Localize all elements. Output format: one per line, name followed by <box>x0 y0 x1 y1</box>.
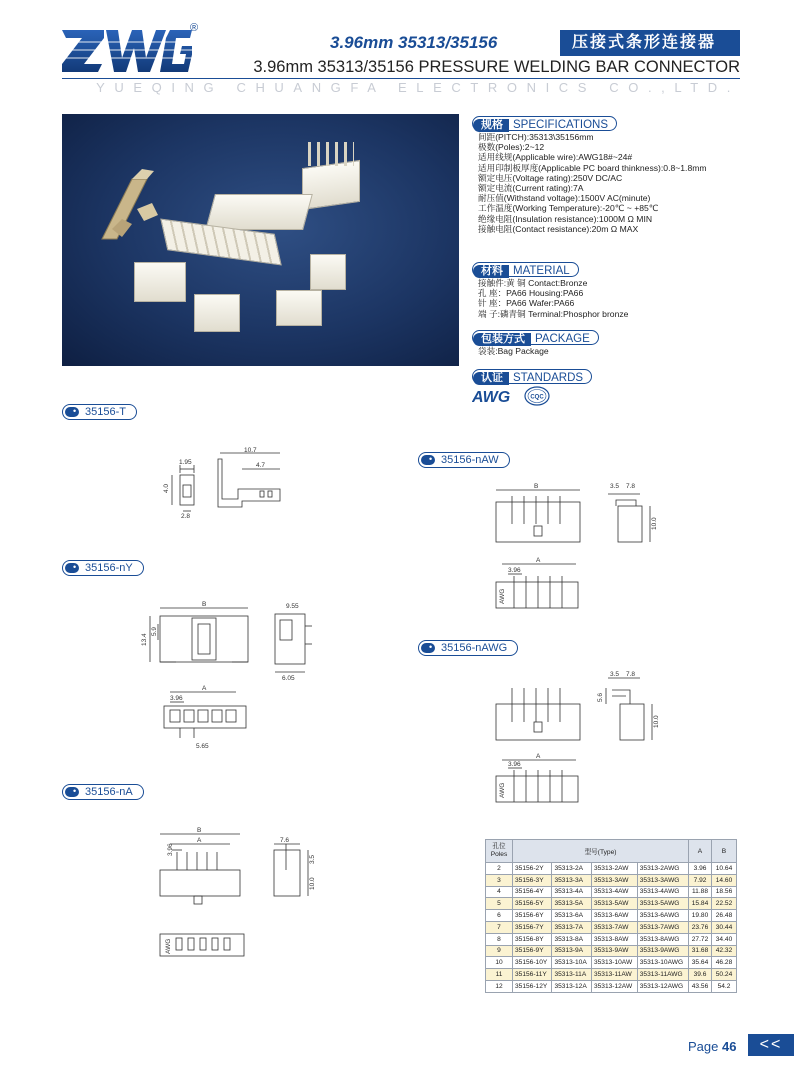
dim-ny-b: B <box>202 601 207 608</box>
table-row <box>486 863 737 875</box>
cell-y: 35156-2Y <box>513 863 552 875</box>
cell-awg-type: 35313-7AWG <box>637 921 688 933</box>
cell-a: 31.68 <box>689 945 712 957</box>
cell-y: 35156-10Y <box>513 957 552 969</box>
model-label-35156-na: 35156-nA • <box>62 784 144 800</box>
table-row <box>486 933 737 945</box>
dim-na-7-6: 7.6 <box>280 837 290 844</box>
cell-awg-type: 35313-12AWG <box>637 980 688 992</box>
awg-logo <box>62 24 192 76</box>
specifications-list <box>478 132 707 234</box>
standards-label-en: STANDARDS <box>513 372 584 384</box>
dim-nawg-7-8: 7.8 <box>626 671 636 678</box>
cell-b: 14.60 <box>712 874 737 886</box>
model-label-35156-t: 35156-T • <box>62 404 137 420</box>
cell-aw-type: 35313-11AW <box>591 969 637 981</box>
spec-line: 间距(PITCH):35313\35156mm <box>478 132 594 142</box>
cell-awg-type: 35313-11AWG <box>637 969 688 981</box>
dim-ny-5-65: 5.65 <box>196 743 209 750</box>
dim-nawg-3-5: 3.5 <box>610 671 620 678</box>
cell-poles: 11 <box>486 969 513 981</box>
dim-naw-7-8: 7.8 <box>626 483 636 490</box>
cell-a: 39.6 <box>689 969 712 981</box>
cell-y: 35156-12Y <box>513 980 552 992</box>
cell-a-type: 35313-10A <box>552 957 591 969</box>
small-housing-right-image <box>310 254 346 290</box>
drawing-35156-t <box>160 445 300 520</box>
material-line: 孔 座：PA66 Housing:PA66 <box>478 288 584 299</box>
material-line: 端 子:磷青铜 Terminal:Phosphor bronze <box>478 308 629 319</box>
table-row <box>486 874 737 886</box>
cell-poles: 7 <box>486 921 513 933</box>
specifications-label-en: SPECIFICATIONS <box>513 119 608 131</box>
cell-b: 54.2 <box>712 980 737 992</box>
material-line: 针 座：PA66 Wafer:PA66 <box>478 298 575 309</box>
cell-aw-type: 35313-10AW <box>591 957 637 969</box>
cell-a-type: 35313-11A <box>552 969 591 981</box>
dim-na-a: A <box>197 837 202 844</box>
cell-a: 3.96 <box>689 863 712 875</box>
dim-ny-3-96: 3.96 <box>170 695 183 702</box>
cell-a-type: 35313-2A <box>552 863 591 875</box>
header-divider <box>62 78 740 79</box>
small-header-center-image <box>194 294 240 332</box>
model-label-35156-nawg: 35156-nAWG • <box>418 640 518 656</box>
cell-a: 19.80 <box>689 910 712 922</box>
cell-awg-type: 35313-3AWG <box>637 874 688 886</box>
dim-naw-a: A <box>536 557 541 564</box>
dim-t-2-8: 2.8 <box>181 513 191 520</box>
small-header-right-image <box>276 290 322 326</box>
table-row <box>486 969 737 981</box>
cell-a-type: 35313-7A <box>552 921 591 933</box>
small-housing-left-image <box>134 262 186 302</box>
cell-poles: 10 <box>486 957 513 969</box>
spec-line: 绝缘电阻(Insulation resistance):1000M Ω MIN <box>478 213 653 224</box>
dimension-table <box>485 839 737 993</box>
cell-b: 30.44 <box>712 921 737 933</box>
table-row <box>486 980 737 992</box>
cell-poles: 5 <box>486 898 513 910</box>
cell-aw-type: 35313-5AW <box>591 898 637 910</box>
material-label <box>472 262 579 277</box>
drawing-35156-ny <box>130 596 330 756</box>
cell-y: 35156-4Y <box>513 886 552 898</box>
material-list <box>478 278 628 319</box>
cell-aw-type: 35313-12AW <box>591 980 637 992</box>
page-number <box>688 1039 736 1054</box>
dim-naw-3-96: 3.96 <box>508 567 521 574</box>
cell-aw-type: 35313-3AW <box>591 874 637 886</box>
cell-y: 35156-9Y <box>513 945 552 957</box>
spec-line: 适用印制板厚度(Applicable PC board thinkness):0.8~1.8mm <box>478 162 707 173</box>
cell-y: 35156-3Y <box>513 874 552 886</box>
terminal-strip-image <box>92 159 172 249</box>
dim-naw-3-5: 3.5 <box>610 483 620 490</box>
dim-ny-a: A <box>202 685 207 692</box>
standards-label-cn: 认证 <box>473 372 509 385</box>
cqc-text: CQC <box>530 394 544 401</box>
package-label <box>472 330 599 345</box>
spec-line: 额定电流(Current rating):7A <box>478 183 584 194</box>
cell-a-type: 35313-12A <box>552 980 591 992</box>
cell-poles: 4 <box>486 886 513 898</box>
cell-b: 46.28 <box>712 957 737 969</box>
drawing-35156-nawg <box>480 668 680 808</box>
dim-na-3-5: 3.5 <box>309 854 316 864</box>
awg-mark-nawg: AWG <box>499 782 506 798</box>
specifications-label-cn: 规格 <box>473 119 509 132</box>
package-label-en: PACKAGE <box>535 333 590 345</box>
dim-ny-13-4: 13.4 <box>141 633 148 646</box>
cell-y: 35156-11Y <box>513 969 552 981</box>
spec-line: 极数(Poles):2~12 <box>478 142 545 153</box>
cell-a-type: 35313-8A <box>552 933 591 945</box>
cell-aw-type: 35313-4AW <box>591 886 637 898</box>
cell-awg-type: 35313-8AWG <box>637 933 688 945</box>
dim-na-3-96: 3.96 <box>167 843 174 856</box>
cell-aw-type: 35313-7AW <box>591 921 637 933</box>
cell-a: 27.72 <box>689 933 712 945</box>
header-poles: 孔位 Poles <box>486 840 513 863</box>
cell-a-type: 35313-3A <box>552 874 591 886</box>
cell-awg-type: 35313-6AWG <box>637 910 688 922</box>
cell-aw-type: 35313-8AW <box>591 933 637 945</box>
table-row <box>486 921 737 933</box>
cell-y: 35156-7Y <box>513 921 552 933</box>
model-label-35156-naw: 35156-nAW • <box>418 452 510 468</box>
package-line: 袋装:Bag Package <box>478 346 549 356</box>
cell-b: 34.40 <box>712 933 737 945</box>
cell-a: 23.76 <box>689 921 712 933</box>
drawing-35156-na <box>150 822 330 972</box>
cell-a: 35.64 <box>689 957 712 969</box>
cell-b: 42.32 <box>712 945 737 957</box>
cell-a-type: 35313-5A <box>552 898 591 910</box>
company-watermark: YUEQING CHUANGFA ELECTRONICS CO.,LTD. <box>96 80 740 95</box>
english-title: 3.96mm 35313/35156 PRESSURE WELDING BAR CONNECTOR <box>253 58 740 76</box>
table-row <box>486 945 737 957</box>
dim-nawg-a: A <box>536 753 541 760</box>
previous-page-button[interactable]: << <box>748 1034 794 1056</box>
cell-b: 10.64 <box>712 863 737 875</box>
spec-line: 接触电阻(Contact resistance):20m Ω MAX <box>478 223 639 234</box>
awg-cert-logo <box>472 387 518 405</box>
drawing-35156-naw <box>480 476 680 616</box>
specifications-label <box>472 116 617 131</box>
spec-line: 耐压值(Withstand voltage):1500V AC(minute) <box>478 193 651 204</box>
chinese-title: 压接式条形连接器 <box>560 30 740 56</box>
spec-line: 工作温度(Working Temperature):-20℃ ~ +85℃ <box>478 203 659 214</box>
spec-line: 额定电压(Voltage rating):250V DC/AC <box>478 172 623 183</box>
cell-b: 18.56 <box>712 886 737 898</box>
dim-ny-5-9: 5.9 <box>151 626 158 636</box>
standards-label <box>472 369 592 384</box>
cell-poles: 2 <box>486 863 513 875</box>
cqc-logo <box>524 386 550 406</box>
cell-poles: 8 <box>486 933 513 945</box>
cell-poles: 6 <box>486 910 513 922</box>
cell-poles: 12 <box>486 980 513 992</box>
long-housing-image <box>205 194 313 230</box>
cell-poles: 3 <box>486 874 513 886</box>
cell-awg-type: 35313-2AWG <box>637 863 688 875</box>
table-row <box>486 886 737 898</box>
dim-nawg-3-96: 3.96 <box>508 761 521 768</box>
page-label: Page <box>688 1039 719 1054</box>
awg-mark-na: AWG <box>165 938 172 954</box>
dim-nawg-5-6: 5.6 <box>597 692 604 702</box>
cell-b: 26.48 <box>712 910 737 922</box>
dim-t-10-7: 10.7 <box>244 447 257 454</box>
package-label-cn: 包装方式 <box>473 333 531 346</box>
cell-awg-type: 35313-4AWG <box>637 886 688 898</box>
dim-nawg-10-0: 10.0 <box>653 715 660 728</box>
dim-t-4-7: 4.7 <box>256 462 266 469</box>
model-title: 3.96mm 35313/35156 <box>330 33 498 52</box>
header-type: 型号(Type) <box>513 840 689 863</box>
cell-b: 22.52 <box>712 898 737 910</box>
cell-awg-type: 35313-9AWG <box>637 945 688 957</box>
dim-naw-10-0: 10.0 <box>651 517 658 530</box>
product-photo <box>62 114 459 366</box>
dim-t-4-0: 4.0 <box>163 483 170 493</box>
cell-a: 7.92 <box>689 874 712 886</box>
cell-a: 15.84 <box>689 898 712 910</box>
model-label-35156-ny: 35156-nY • <box>62 560 144 576</box>
package-list <box>478 346 549 356</box>
header-pins-image <box>308 142 354 166</box>
awg-cert-text: AWG <box>472 389 511 405</box>
cell-a-type: 35313-4A <box>552 886 591 898</box>
awg-mark-naw: AWG <box>499 588 506 604</box>
cell-y: 35156-6Y <box>513 910 552 922</box>
cell-a: 43.56 <box>689 980 712 992</box>
dim-naw-b: B <box>534 483 539 490</box>
cell-a-type: 35313-6A <box>552 910 591 922</box>
right-angle-header-image <box>302 160 360 210</box>
cell-aw-type: 35313-6AW <box>591 910 637 922</box>
spec-line: 适用线规(Applicable wire):AWG18#~24# <box>478 152 633 163</box>
cell-a: 11.88 <box>689 886 712 898</box>
dim-na-10-0: 10.0 <box>309 877 316 890</box>
table-row <box>486 898 737 910</box>
header-a: A <box>689 840 712 863</box>
cell-awg-type: 35313-10AWG <box>637 957 688 969</box>
page-number-value: 46 <box>722 1039 737 1054</box>
cell-y: 35156-8Y <box>513 933 552 945</box>
material-line: 接触件:黄 铜 Contact:Bronze <box>478 278 588 288</box>
dim-ny-6-05: 6.05 <box>282 675 295 682</box>
cell-aw-type: 35313-2AW <box>591 863 637 875</box>
material-label-cn: 材料 <box>473 265 509 278</box>
table-row <box>486 910 737 922</box>
dim-ny-9-55: 9.55 <box>286 603 299 610</box>
cell-a-type: 35313-9A <box>552 945 591 957</box>
cell-aw-type: 35313-9AW <box>591 945 637 957</box>
cell-b: 50.24 <box>712 969 737 981</box>
dim-na-b: B <box>197 827 202 834</box>
registered-mark: ® <box>190 22 199 34</box>
table-header-row <box>486 840 737 863</box>
dim-t-1-95: 1.95 <box>179 459 192 466</box>
table-row <box>486 957 737 969</box>
cell-awg-type: 35313-5AWG <box>637 898 688 910</box>
cell-poles: 9 <box>486 945 513 957</box>
material-label-en: MATERIAL <box>513 265 570 277</box>
cell-y: 35156-5Y <box>513 898 552 910</box>
header-b: B <box>712 840 737 863</box>
